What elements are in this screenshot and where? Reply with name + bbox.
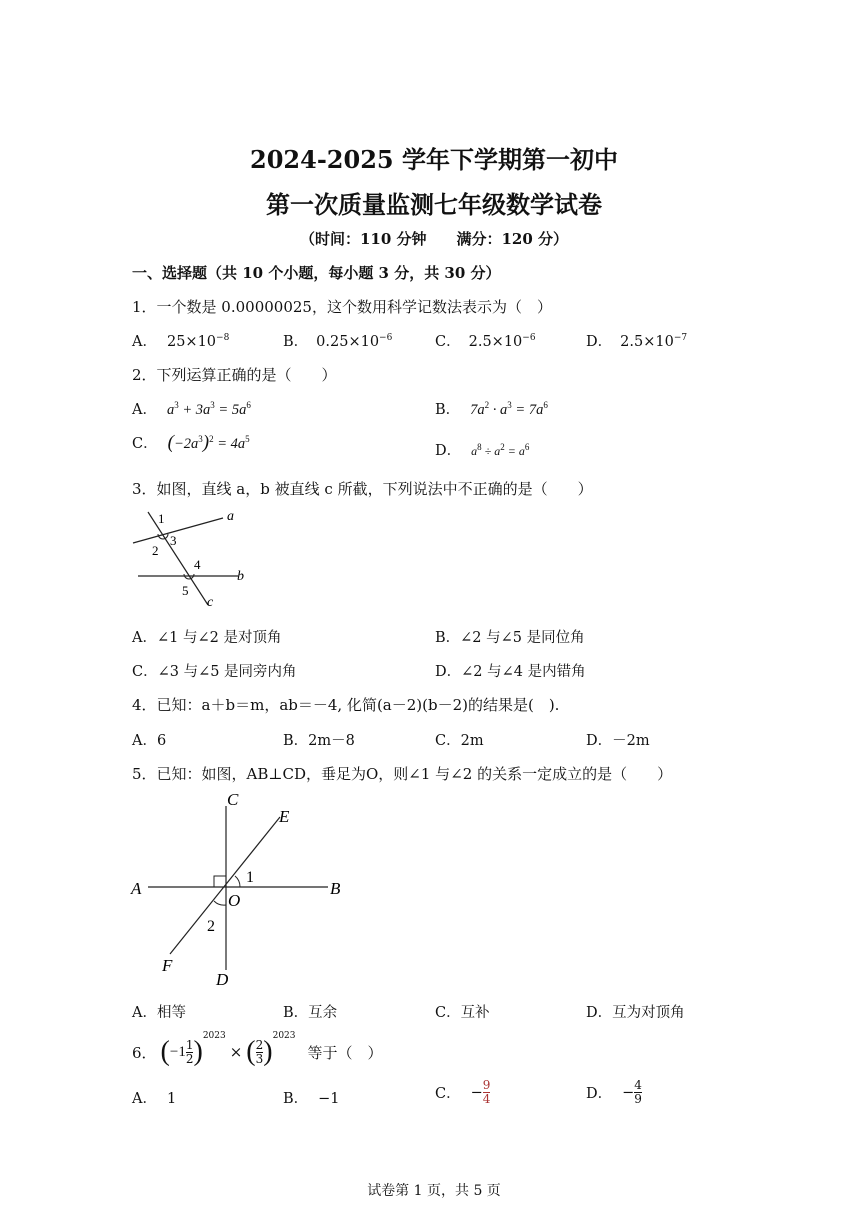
q1-option-b: B． $0.25\times 10^{-6}$ bbox=[283, 333, 393, 350]
q6-option-a: A． 1 bbox=[132, 1091, 177, 1107]
page-footer: 试卷第 1 页，共 5 页 bbox=[367, 1183, 501, 1199]
q5-option-b: B．互余 bbox=[283, 1005, 338, 1021]
q6-option-b: B． −1 bbox=[283, 1091, 340, 1107]
q1-option-d: D． $2.5\times 10^{-7}$ bbox=[586, 333, 688, 350]
q3-option-c: C．∠3 与∠5 是同旁内角 bbox=[132, 664, 297, 680]
q4-option-a: A．6 bbox=[132, 733, 167, 749]
q5-label-a: A bbox=[131, 879, 142, 898]
q6-option-c: C． − $\frac{9}{4}$ bbox=[435, 1078, 491, 1106]
q1-option-c: C． $2.5\times 10^{-6}$ bbox=[435, 333, 536, 350]
q5-label-d: D bbox=[216, 970, 229, 989]
q3-angle-3: 3 bbox=[170, 533, 177, 548]
q3-parallel-lines-figure bbox=[128, 505, 258, 613]
q4-option-c: C．2m bbox=[435, 733, 484, 749]
q3-option-b: B．∠2 与∠5 是同位角 bbox=[435, 630, 585, 646]
question-4-stem: 4．已知：a＋b＝m，ab＝－4, 化简(a－2)(b－2)的结果是( ). bbox=[132, 696, 560, 714]
exam-title-line2: 第一次质量监测七年级数学试卷 bbox=[266, 190, 602, 219]
q2-option-c: C． $(-2a^3)^2 = 4a^5$ bbox=[132, 432, 250, 453]
q3-label-c: c bbox=[207, 595, 214, 610]
question-3-stem: 3．如图，直线 a，b 被直线 c 所截，下列说法中不正确的是（ ） bbox=[132, 480, 593, 498]
q5-option-a: A．相等 bbox=[132, 1005, 186, 1021]
q2-option-d: D． $a^8 \div a^2 = a^6$ bbox=[435, 442, 530, 459]
q1-option-a: A． $25\times 10^{-8}$ bbox=[132, 333, 230, 350]
q3-option-a: A．∠1 与∠2 是对顶角 bbox=[132, 630, 282, 646]
exam-title-line1: 2024-2025 学年下学期第一初中 bbox=[250, 145, 618, 174]
q3-label-b: b bbox=[237, 569, 244, 584]
q2-option-b: B． $7a^2 \cdot a^3 = 7a^6$ bbox=[435, 400, 548, 418]
question-1-stem: 1．一个数是 0.00000025，这个数用科学记数法表示为（ ） bbox=[132, 298, 552, 316]
q5-angle-2: 2 bbox=[207, 918, 215, 935]
q5-label-f: F bbox=[162, 956, 173, 975]
q5-label-o: O bbox=[228, 891, 241, 910]
q3-angle-1: 1 bbox=[158, 511, 165, 526]
q5-option-d: D．互为对顶角 bbox=[586, 1005, 685, 1021]
q6-option-d: D． − $\frac{4}{9}$ bbox=[586, 1078, 642, 1106]
q3-angle-4: 4 bbox=[194, 557, 201, 572]
question-6-stem: 6． ( −1 $\frac{1}{2}$ ) 2023 × ( $\frac{2}{3}$ ) 2023 等于（ ） bbox=[132, 1031, 383, 1067]
q5-perpendicular-figure bbox=[128, 788, 350, 990]
question-5-stem: 5．已知：如图，AB⊥CD，垂足为O，则∠1 与∠2 的关系一定成立的是（ ） bbox=[132, 765, 673, 783]
q5-option-c: C．互补 bbox=[435, 1005, 490, 1021]
q3-label-a: a bbox=[227, 509, 234, 524]
q3-angle-5: 5 bbox=[182, 583, 189, 598]
exam-time-info: （时间：110 分钟 满分：120 分） bbox=[299, 230, 569, 248]
q5-label-c: C bbox=[227, 790, 239, 809]
q3-option-d: D．∠2 与∠4 是内错角 bbox=[435, 664, 586, 680]
q5-label-e: E bbox=[279, 807, 290, 826]
question-2-stem: 2．下列运算正确的是（ ） bbox=[132, 366, 337, 384]
q3-angle-2: 2 bbox=[152, 543, 159, 558]
q2-option-a: A． $a^3 + 3a^3 = 5a^6$ bbox=[132, 400, 251, 418]
q5-angle-1: 1 bbox=[246, 869, 254, 886]
q4-option-b: B．2m－8 bbox=[283, 733, 355, 749]
q4-option-d: D．－2m bbox=[586, 733, 650, 749]
section-heading: 一、选择题（共 10 个小题，每小题 3 分，共 30 分） bbox=[132, 264, 501, 282]
q5-label-b: B bbox=[330, 879, 341, 898]
